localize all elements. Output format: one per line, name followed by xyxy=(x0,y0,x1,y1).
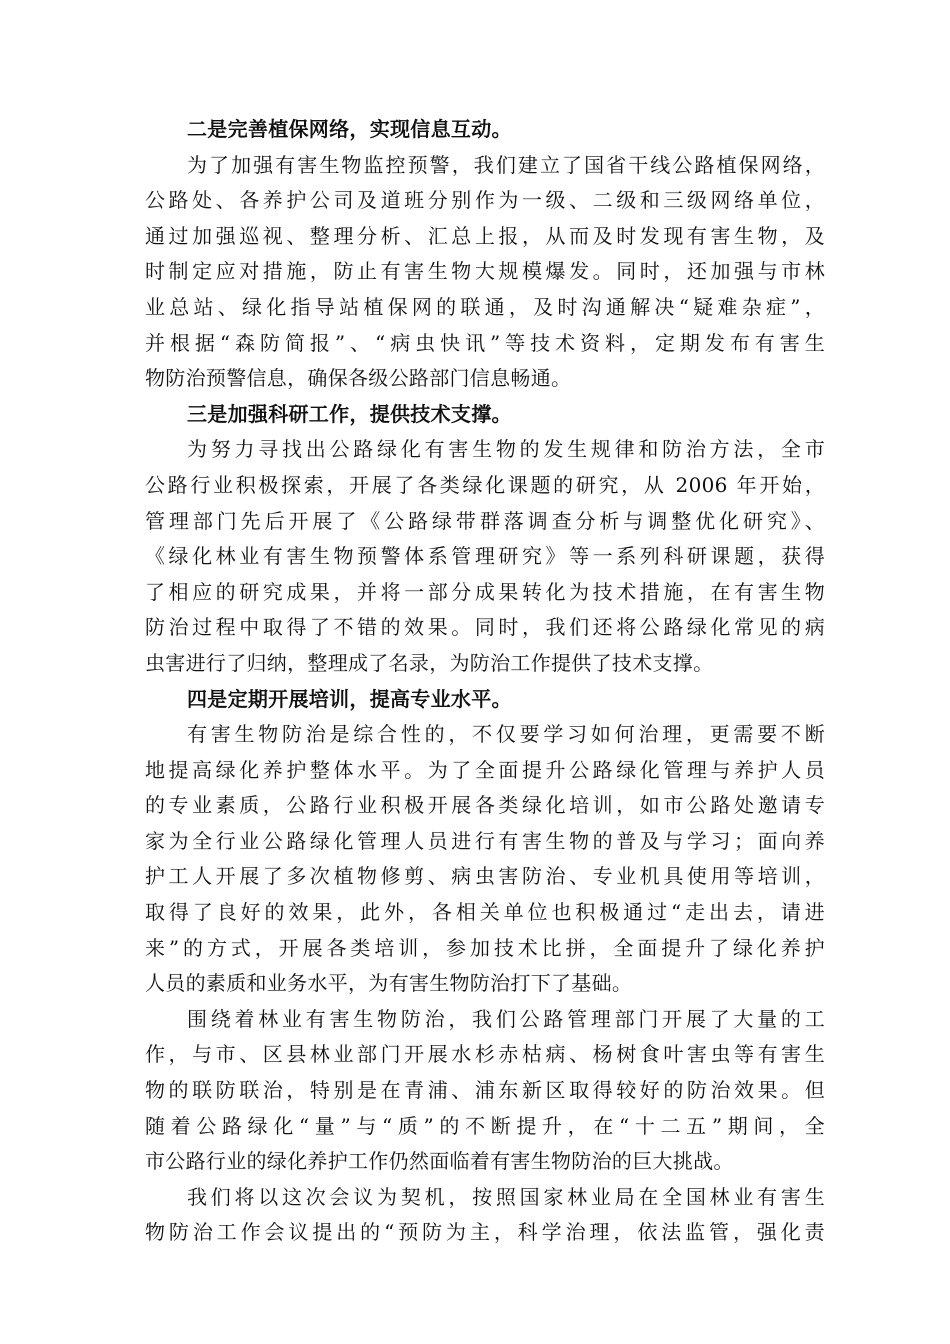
paragraph-line: 护工人开展了多次植物修剪、病虫害防治、专业机具使用等培训， xyxy=(145,864,825,889)
paragraph-line: 防治过程中取得了不错的效果。同时，我们还将公路绿化常见的病 xyxy=(145,615,825,640)
paragraph-line: 我们将以这次会议为契机，按照国家林业局在全国林业有害生 xyxy=(187,1184,825,1209)
paragraph-line: 来”的方式，开展各类培训，参加技术比拼，全面提升了绿化养护 xyxy=(145,935,825,960)
section-heading: 三是加强科研工作，提供技术支撑。 xyxy=(187,401,512,426)
paragraph-line: 为了加强有害生物监控预警，我们建立了国省干线公路植保网络， xyxy=(187,152,825,177)
paragraph-line: 围绕着林业有害生物防治，我们公路管理部门开展了大量的工 xyxy=(187,1006,825,1031)
paragraph-line: 通过加强巡视、整理分析、汇总上报，从而及时发现有害生物，及 xyxy=(145,223,825,248)
paragraph-line: 物的联防联治，特别是在青浦、浦东新区取得较好的防治效果。但 xyxy=(145,1078,825,1103)
paragraph-line: 有害生物防治是综合性的，不仅要学习如何治理，更需要不断 xyxy=(187,722,825,747)
paragraph-line: 市公路行业的绿化养护工作仍然面临着有害生物防治的巨大挑战。 xyxy=(145,1149,734,1174)
paragraph-line: 取得了良好的效果，此外，各相关单位也积极通过“走出去，请进 xyxy=(145,900,825,925)
paragraph-line: 并根据“森防简报”、“病虫快讯”等技术资料，定期发布有害生 xyxy=(145,330,825,355)
section-heading: 二是完善植保网络，实现信息互动。 xyxy=(187,117,512,141)
paragraph-line: 的专业素质，公路行业积极开展各类绿化培训，如市公路处邀请专 xyxy=(145,793,825,818)
paragraph-line: 物防治预警信息，确保各级公路部门信息畅通。 xyxy=(145,366,572,391)
paragraph-line: 随着公路绿化“量”与“质”的不断提升，在“十二五”期间，全 xyxy=(145,1113,825,1138)
paragraph-line: 人员的素质和业务水平，为有害生物防治打下了基础。 xyxy=(145,971,633,996)
paragraph-line: 地提高绿化养护整体水平。为了全面提升公路绿化管理与养护人员 xyxy=(145,757,825,782)
paragraph-line: 管理部门先后开展了《公路绿带群落调查分析与调整优化研究》、 xyxy=(145,508,825,533)
paragraph-line: 了相应的研究成果，并将一部分成果转化为技术措施，在有害生物 xyxy=(145,579,825,604)
paragraph-line: 为努力寻找出公路绿化有害生物的发生规律和防治方法，全市 xyxy=(187,437,825,462)
paragraph-line: 虫害进行了归纳，整理成了名录，为防治工作提供了技术支撑。 xyxy=(145,650,714,675)
document-body xyxy=(145,112,825,1251)
section-heading: 四是定期开展培训，提高专业水平。 xyxy=(187,686,512,711)
paragraph-line: 时制定应对措施，防止有害生物大规模爆发。同时，还加强与市林 xyxy=(145,259,825,284)
paragraph-line: 公路处、各养护公司及道班分别作为一级、二级和三级网络单位， xyxy=(145,188,825,213)
paragraph-line: 公路行业积极探索，开展了各类绿化课题的研究，从 2006 年开始， xyxy=(145,472,825,497)
paragraph-line: 物防治工作会议提出的“预防为主，科学治理，依法监管，强化责 xyxy=(145,1220,825,1245)
paragraph-line: 《绿化林业有害生物预警体系管理研究》等一系列科研课题，获得 xyxy=(145,544,825,569)
paragraph-line: 家为全行业公路绿化管理人员进行有害生物的普及与学习；面向养 xyxy=(145,828,825,853)
paragraph-line: 作，与市、区县林业部门开展水杉赤枯病、杨树食叶害虫等有害生 xyxy=(145,1042,825,1067)
paragraph-line: 业总站、绿化指导站植保网的联通，及时沟通解决“疑难杂症”， xyxy=(145,294,825,319)
